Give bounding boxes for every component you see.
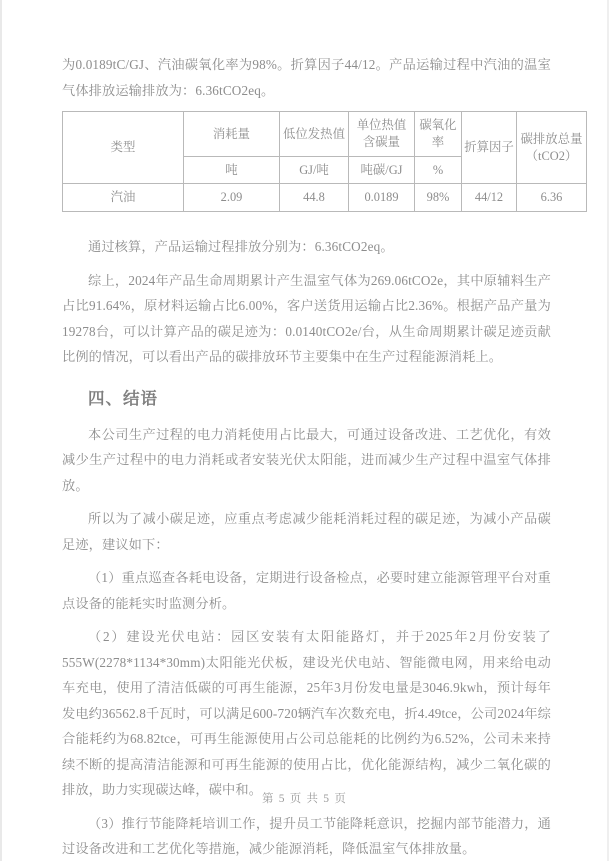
table-row bbox=[63, 184, 587, 212]
table-header-type: 类型 bbox=[63, 112, 184, 184]
table-unit-low-heat-value: GJ/吨 bbox=[280, 157, 349, 184]
recommendation-item-1: （1）重点巡查各耗电设备，定期进行设备检点，必要时建立能源管理平台对重点设备的能耗实时监测分析。 bbox=[62, 570, 551, 611]
table-unit-consumption: 吨 bbox=[184, 157, 280, 184]
transport-summary-paragraph: 通过核算，产品运输过程排放分别为：6.36tCO2eq。 bbox=[88, 239, 394, 254]
table-header-consumption: 消耗量 bbox=[184, 112, 280, 157]
spacer bbox=[62, 370, 551, 384]
table-header-row-primary bbox=[63, 112, 587, 157]
spacer bbox=[62, 260, 551, 268]
cell-total-emission: 6.36 bbox=[517, 184, 587, 212]
cell-consumption: 2.09 bbox=[184, 184, 280, 212]
recommendation-item-2: （2）建设光伏电站：园区安装有太阳能路灯，并于2025年2月份安装了555W(2278*1134*30mm)太阳能光伏板，建设光伏电站、智能微电网，用来给电动车充电，使用了清洁低碳的可再生能源，25年3月份发电量是3046.9kwh，预计每年发电约36562.8千瓦时，可以满足600-720辆汽车次数充电，折4.49tce，公司2024年综合能耗约为68.82tce，可再生能源使用占公司总能耗的比例约为6.52%，公司未来持续不断的提高清洁能源和可再生能源的使用占比，优化能源结构，减少二氧化碳的排放，助力实现碳达峰，碳中和。 bbox=[62, 629, 551, 797]
page-footer: 第 5 页 共 5 页 bbox=[261, 793, 348, 805]
table-header-unit-heat-carbon: 单位热值含碳量 bbox=[349, 112, 415, 157]
conclusion-paragraph-1: 本公司生产过程的电力消耗使用占比最大，可通过设备改进、工艺优化，有效减少生产过程中的电力消耗或者安装光伏太阳能，进而减少生产过程中温室气体排放。 bbox=[62, 426, 551, 493]
table-unit-carbon-oxidation-rate: % bbox=[415, 157, 462, 184]
spacer bbox=[62, 498, 551, 506]
cell-conversion-factor: 44/12 bbox=[462, 184, 517, 212]
cell-low-heat-value: 44.8 bbox=[280, 184, 349, 212]
cell-type: 汽油 bbox=[63, 184, 184, 212]
gasoline-emission-table bbox=[62, 111, 587, 212]
cell-unit-heat-carbon: 0.0189 bbox=[349, 184, 415, 212]
table-header-carbon-oxidation-rate: 碳氧化率 bbox=[415, 112, 462, 157]
table-header-low-heat-value: 低位发热值 bbox=[280, 112, 349, 157]
cell-carbon-oxidation-rate: 98% bbox=[415, 184, 462, 212]
intro-paragraph: 为0.0189tC/GJ、汽油碳氧化率为98%。折算因子44/12。产品运输过程中汽油的温室气体排放运输排放为：6.36tCO2eq。 bbox=[62, 57, 551, 98]
spacer bbox=[62, 414, 551, 422]
spacer bbox=[62, 103, 551, 111]
section-heading-conclusion: 四、结语 bbox=[88, 389, 158, 408]
table-unit-unit-heat-carbon: 吨碳/GJ bbox=[349, 157, 415, 184]
page-content bbox=[62, 52, 583, 861]
table-header-conversion-factor: 折算因子 bbox=[462, 112, 517, 184]
spacer bbox=[62, 616, 551, 624]
lifecycle-summary-paragraph: 综上，2024年产品生命周期累计产生温室气体为269.06tCO2e，其中原辅料生产占比91.64%，原材料运输占比6.00%，客户送货用运输占比2.36%。根据产品产量为19278台，可以计算产品的碳足迹为：0.0140tCO2e/台，从生命周期累计碳足迹贡献比例的情况，可以看出产品的碳排放环节主要集中在生产过程能源消耗上。 bbox=[62, 272, 551, 364]
recommendation-item-3: （3）推行节能降耗培训工作，提升员工节能降耗意识，挖掘内部节能潜力，通过设备改进和工艺优化等措施，减少能源消耗，降低温室气体排放量。 bbox=[62, 815, 551, 856]
conclusion-paragraph-2: 所以为了减小碳足迹，应重点考虑减少能耗消耗过程的碳足迹，为减小产品碳足迹，建议如下： bbox=[62, 511, 551, 552]
spacer bbox=[62, 557, 551, 565]
page-left-edge bbox=[0, 0, 2, 861]
table-header-total-emission: 碳排放总量（tCO2） bbox=[517, 112, 587, 184]
spacer bbox=[62, 212, 551, 234]
